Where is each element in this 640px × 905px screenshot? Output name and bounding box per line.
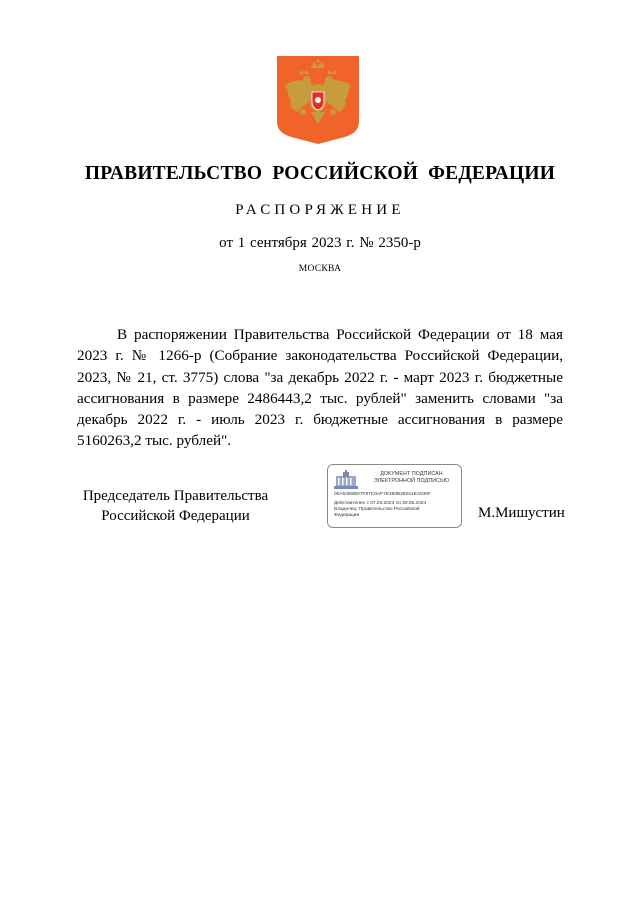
government-building-icon — [334, 470, 358, 490]
signer-name: М.Мишустин — [478, 505, 565, 521]
document-type: РАСПОРЯЖЕНИЕ — [235, 202, 405, 218]
coat-of-arms-icon — [277, 56, 359, 144]
stamp-certificate: 00A5490BD7F87C0AF7E390B2E811EA030F — [334, 492, 431, 497]
stamp-header — [364, 471, 459, 485]
document-city: МОСКВА — [298, 264, 342, 274]
document-date-number: от 1 сентября 2023 г. № 2350-р — [219, 235, 421, 251]
stamp-validity: Действителен с 07.03.2023 по 30.05.2024 — [334, 501, 427, 506]
signer-position — [78, 486, 273, 526]
stamp-owner-line2: Федерации — [334, 513, 360, 518]
order-body-paragraph: В распоряжении Правительства Российской Федерации от 18 мая 2023 г. № 1266-р (Собрание законодательства Российской Федерации, 2023, № 21, ст. 3775) слова "за декабрь 2022 г. - март 2023 г. бюджетные ассигнования в размере 2486443,2 тыс. рублей" заменить словами "за декабрь 2022 г. - июль 2023 г. бюджетные ассигнования в размере 5160263,2 тыс. рублей". — [77, 326, 563, 450]
government-title: ПРАВИТЕЛЬСТВО РОССИЙСКОЙ ФЕДЕРАЦИИ — [84, 163, 556, 184]
electronic-signature-stamp — [327, 464, 462, 528]
stamp-owner-line1: Владелец: Правительство Российской — [334, 507, 420, 512]
signer-position-line2: Российской Федерации — [101, 508, 250, 524]
stamp-header-line1: ДОКУМЕНТ ПОДПИСАН — [380, 471, 443, 477]
stamp-header-line2: ЭЛЕКТРОННОЙ ПОДПИСЬЮ — [373, 478, 450, 484]
signer-position-line1: Председатель Правительства — [82, 488, 269, 504]
